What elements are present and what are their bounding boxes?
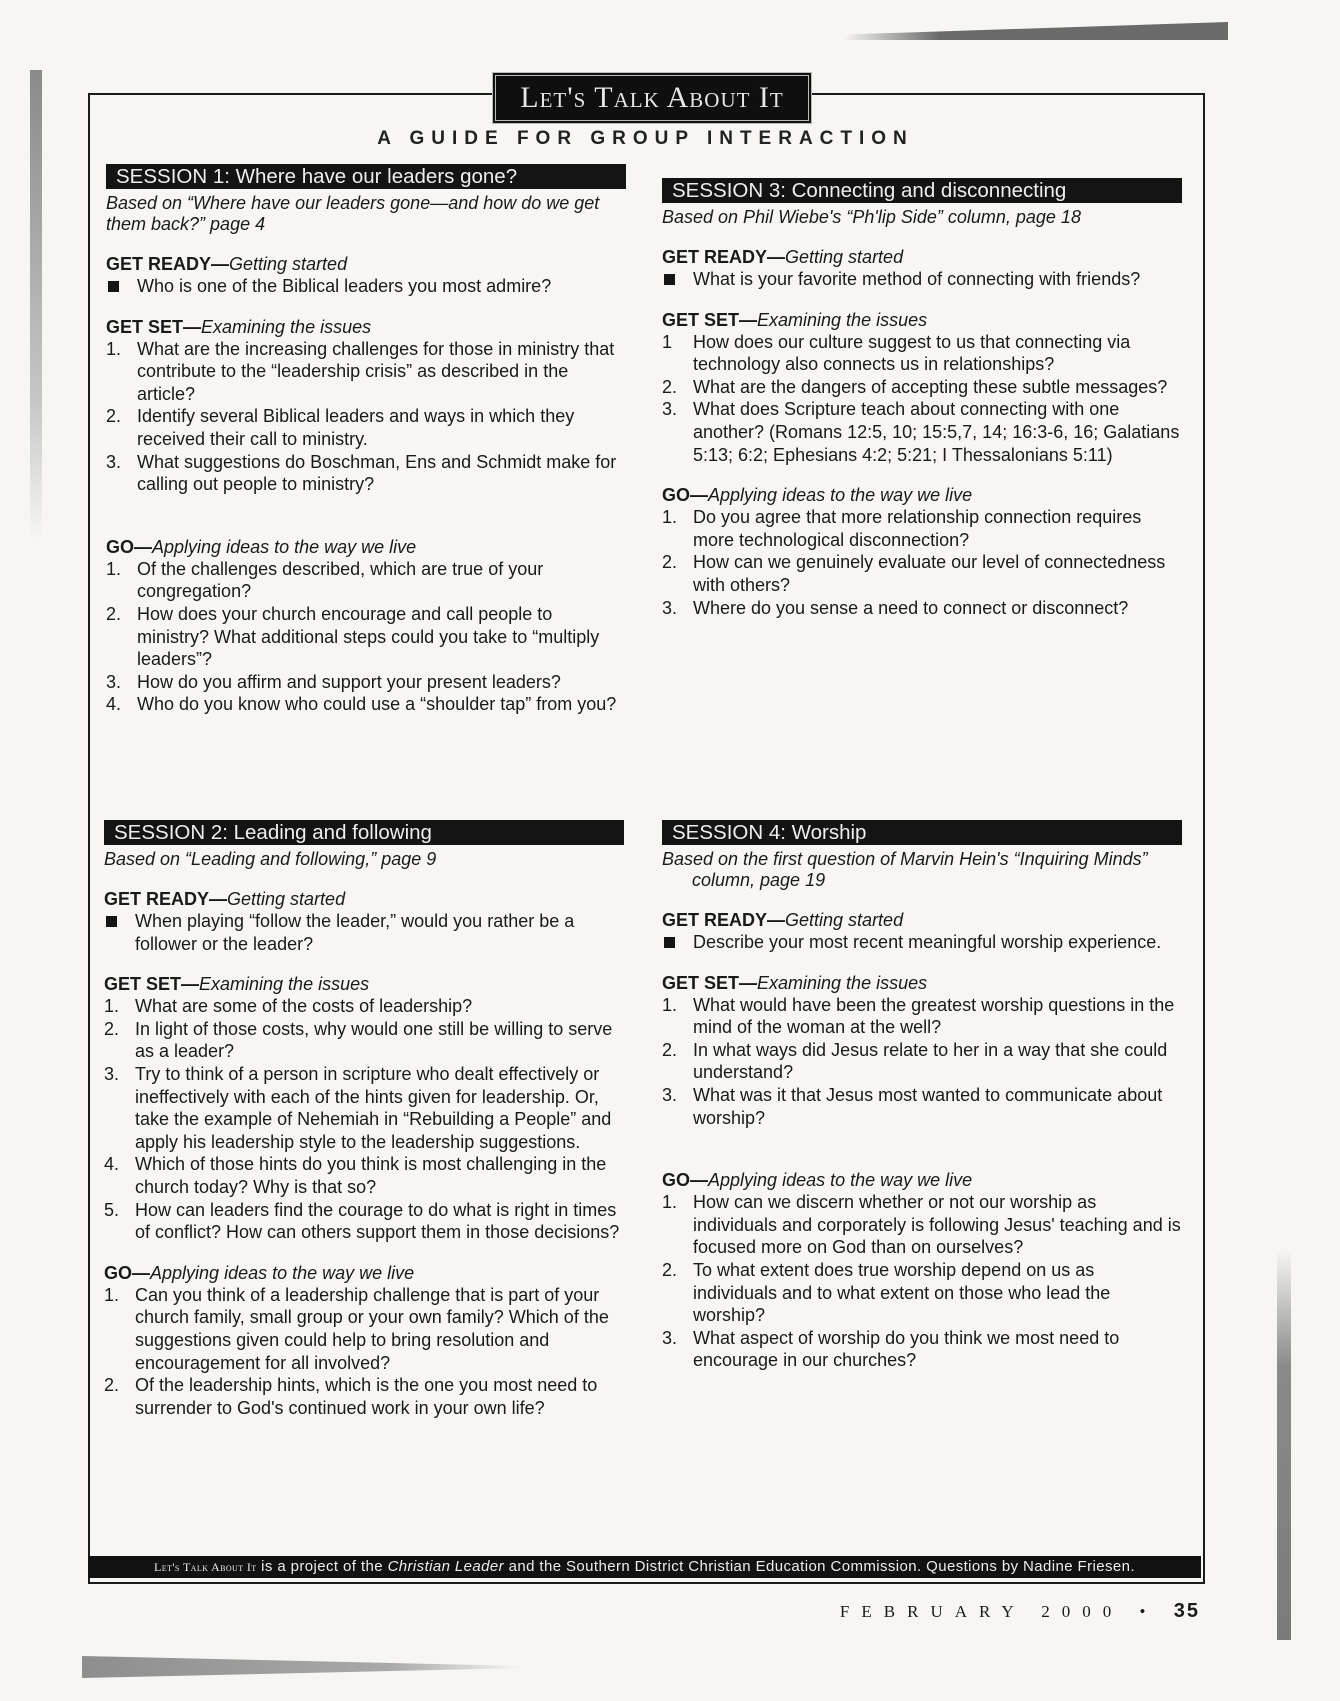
based-on: Based on “Where have our leaders gone—and how do we get them back?” page 4 [106, 193, 600, 234]
session-3 [662, 178, 1182, 619]
get-ready-label: GET READY—Getting started [662, 910, 904, 930]
page-title-banner: Let's Talk About It [492, 72, 812, 124]
bullet-square-icon [664, 937, 675, 948]
list-item: 2. In light of those costs, why would one still be willing to serve as a leader? [104, 1018, 613, 1062]
list-item: 2. To what extent does true worship depend on us as individuals and to what extent on those who lead the worship? [662, 1259, 1111, 1326]
scan-artifact-right [1277, 1250, 1291, 1640]
list-item: 3. What was it that Jesus most wanted to communicate about worship? [662, 1084, 1163, 1128]
list-item: 1. Can you think of a leadership challenge that is part of your church family, small group or your own family? Which of the suggestions given could help to bring resolution and encouragement for all involved? [104, 1284, 609, 1373]
get-ready-label: GET READY—Getting started [662, 247, 904, 267]
get-ready-label: GET READY—Getting started [104, 889, 346, 909]
scan-artifact-top [843, 22, 1228, 40]
session-heading: SESSION 3: Connecting and disconnecting [662, 178, 1182, 203]
go-label: GO—Applying ideas to the way we live [662, 485, 973, 506]
bullet-square-icon [108, 281, 119, 292]
list-item: 4. Which of those hints do you think is most challenging in the church today? Why is that so? [104, 1154, 607, 1197]
list-item: Describe your most recent meaningful worship experience. [662, 931, 1182, 954]
list-item: 1. How can we discern whether or not our worship as individuals and corporately is following Jesus' teaching and is focused more on God than on ourselves? [662, 1192, 1181, 1258]
go-label: GO—Applying ideas to the way we live [106, 536, 417, 557]
list-item: 1. What are the increasing challenges for those in ministry that contribute to the “leadership crisis” as described in the article? [106, 338, 615, 404]
scan-artifact-bottom [82, 1656, 522, 1678]
get-set-label: GET SET—Examining the issues [106, 316, 372, 337]
page-number: 35 [1173, 1600, 1200, 1622]
list-item: 2. How does your church encourage and call people to ministry? What additional steps could you take to “multiply leaders”? [106, 603, 600, 670]
list-item: 3. What does Scripture teach about connecting with one another? (Romans 12:5, 10; 15:5,7, 14; 16:3-6, 16; Galatians 5:13; 6:2; Ephesians 4:2; 5:21; I Thessalonians 5:11) [662, 399, 1180, 465]
list-item: 1. What are some of the costs of leadership? [104, 996, 473, 1017]
page-footer: FEBRUARY 2000 • 35 [839, 1600, 1200, 1622]
scan-artifact-left [30, 70, 42, 540]
list-item: 3. Where do you sense a need to connect or disconnect? [662, 597, 1129, 618]
based-on: Based on the first question of Marvin Hein's “Inquiring Minds” column, page 19 [662, 849, 1148, 890]
list-item: Who is one of the Biblical leaders you most admire? [106, 275, 626, 298]
bullet-square-icon [664, 274, 675, 285]
session-4 [662, 820, 1182, 1372]
list-item: 2. Of the leadership hints, which is the one you most need to surrender to God's continued work in your own life? [104, 1375, 598, 1418]
get-set-label: GET SET—Examining the issues [662, 972, 928, 993]
based-on: Based on Phil Wiebe's “Ph'lip Side” column, page 18 [662, 207, 1081, 227]
session-2 [104, 820, 624, 1419]
list-item: 1. What would have been the greatest worship questions in the mind of the woman at the well? [662, 994, 1175, 1038]
list-item: 5. How can leaders find the courage to do what is right in times of conflict? How can others support them in those decisions? [104, 1199, 620, 1243]
go-label: GO—Applying ideas to the way we live [104, 1262, 415, 1283]
list-item: 3. What suggestions do Boschman, Ens and Schmidt make for calling out people to ministry? [106, 451, 617, 495]
list-item: 3. How do you affirm and support your present leaders? [106, 671, 561, 692]
list-item: 3. What aspect of worship do you think we most need to encourage in our churches? [662, 1327, 1120, 1371]
page-subtitle: A GUIDE FOR GROUP INTERACTION [377, 128, 914, 149]
get-set-label: GET SET—Examining the issues [662, 309, 928, 330]
list-item: 2. Identify several Biblical leaders and ways in which they received their call to ministry. [106, 406, 575, 449]
list-item: When playing “follow the leader,” would you rather be a follower or the leader? [104, 910, 624, 955]
list-item: 1. Do you agree that more relationship connection requires more technological disconnection? [662, 507, 1142, 550]
get-set-label: GET SET—Examining the issues [104, 974, 370, 995]
list-item: 1. Of the challenges described, which are true of your congregation? [106, 558, 544, 602]
credits-footer: Let's Talk About It is a project of the Christian Leader and the Southern District Christian Education Commission. Questions by Nadine Friesen. [88, 1556, 1201, 1578]
list-item: 2. In what ways did Jesus relate to her in a way that she could understand? [662, 1039, 1168, 1083]
session-heading: SESSION 4: Worship [662, 820, 1182, 845]
list-item: 4. Who do you know who could use a “shoulder tap” from you? [106, 694, 617, 715]
list-item: 1 How does our culture suggest to us that connecting via technology also connects us in relationships? [662, 331, 1131, 375]
based-on: Based on “Leading and following,” page 9 [104, 849, 437, 869]
list-item: 2. What are the dangers of accepting these subtle messages? [662, 376, 1168, 397]
list-item: 3. Try to think of a person in scripture who dealt effectively or ineffectively with each of the hints given for leadership. Or, take the example of Nehemiah in “Rebuilding a People” and apply his leadership style to the leadership suggestions. [104, 1063, 612, 1152]
session-heading: SESSION 1: Where have our leaders gone? [106, 164, 626, 189]
go-label: GO—Applying ideas to the way we live [662, 1170, 973, 1191]
get-ready-label: GET READY—Getting started [106, 254, 348, 274]
session-1 [106, 164, 626, 716]
list-item: What is your favorite method of connecting with friends? [662, 268, 1182, 291]
list-item: 2. How can we genuinely evaluate our level of connectedness with others? [662, 552, 1166, 595]
bullet-square-icon [106, 916, 117, 927]
session-heading: SESSION 2: Leading and following [104, 820, 624, 845]
issue-date: FEBRUARY 2000 [839, 1602, 1124, 1621]
